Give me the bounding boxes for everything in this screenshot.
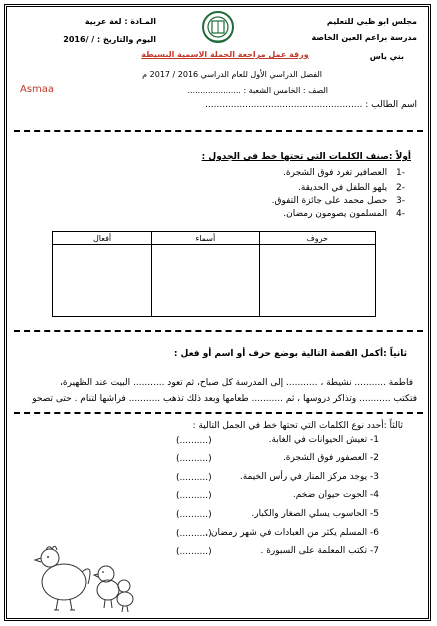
q2-line-2: فتكتب ........... وتذاكر دروسها ، ثم ........... طعامها وبعد ذلك تذهب ........... فراشها لتنام . حتى تصحو — [32, 394, 417, 404]
q1-item-num: -2 — [396, 183, 405, 193]
chicks-illustration — [24, 528, 136, 614]
q1-item-3 — [272, 196, 405, 206]
table-header-verbs: أفعال — [53, 232, 152, 245]
q1-item-2 — [298, 183, 405, 193]
q1-item-4 — [283, 209, 405, 219]
q3-item-6: 6- المسلم يكثر من العبادات في شهر رمضان . — [205, 528, 379, 538]
q3-answer-1[interactable]: (..........) — [176, 436, 212, 446]
worksheet-title: ورقة عمل مراجعة الجملة الاسمية البسيطة — [141, 50, 309, 59]
q2-title: ثانياً :أكمل القصة التالية بوضع حرف أو اسم أو فعل : — [173, 349, 407, 359]
table-cell-nouns[interactable] — [152, 245, 259, 317]
table-header-nouns: أسماء — [152, 232, 259, 245]
school-name: مدرسة براعم العين الخاصة — [311, 33, 417, 42]
section-divider-2 — [14, 330, 423, 332]
q1-item-text: المسلمون يصومون رمضان. — [283, 209, 388, 219]
q1-title: أولاً :صنف الكلمات التي تحتها خط في الجدول : — [201, 152, 411, 162]
subject-label: المـادة : لغة عربية — [84, 17, 156, 26]
table-header-letters: حروف — [259, 232, 376, 245]
q3-title: ثالثاً :أحدد نوع الكلمات التي تحتها خط في الجمل التالية : — [192, 421, 403, 431]
q1-item-text: العصافير تغرد فوق الشجرة. — [283, 168, 388, 178]
section-divider-3 — [14, 412, 423, 414]
q1-item-1 — [283, 168, 405, 178]
author-name: Asmaa — [20, 84, 55, 95]
q3-item-3: 3- يوجد مركز المنار في رأس الخيمة. — [239, 472, 379, 482]
section-divider-1 — [14, 130, 423, 132]
q1-item-text: يلهو الطفل في الحديقة. — [297, 183, 388, 193]
q3-answer-4[interactable]: (..........) — [176, 491, 212, 501]
table-cell-verbs[interactable] — [53, 245, 152, 317]
q1-item-num: -3 — [396, 196, 405, 206]
q3-answer-6[interactable]: (..........) — [176, 529, 212, 539]
q3-item-7: 7- تكتب المعلمة على السبورة . — [260, 546, 379, 556]
grade-line: الصف : الخامس الشعبة : ..................... — [187, 86, 328, 95]
city-name: بني ياس — [369, 52, 404, 61]
q3-answer-7[interactable]: (..........) — [176, 547, 212, 557]
q3-item-2: 2- العصفور فوق الشجرة. — [282, 453, 379, 463]
term-line: الفصل الدراسي الأول للعام الدراسي 2016 / 2017 م — [142, 70, 322, 79]
student-name-line: اسم الطالب : ....................................................... — [205, 100, 417, 110]
q3-answer-5[interactable]: (..........) — [176, 510, 212, 520]
q3-item-4: 4- الحوت حيوان ضخم. — [292, 490, 379, 500]
classification-table — [52, 231, 376, 317]
q1-item-text: حصل محمد على جائزة التفوق. — [271, 196, 388, 206]
q3-item-5: 5- الحاسوب يسلي الصغار والكبار. — [251, 509, 379, 519]
q3-item-1: 1- تعيش الحيوانات في الغابة. — [268, 435, 379, 445]
table-cell-letters[interactable] — [259, 245, 376, 317]
q3-answer-2[interactable]: (..........) — [176, 454, 212, 464]
school-logo — [199, 10, 237, 44]
date-label: اليوم والتاريخ : / /2016 — [63, 35, 156, 44]
q1-item-num: -1 — [396, 168, 405, 178]
council-name: مجلس ابو ظبي للتعليم — [326, 17, 417, 26]
q1-item-num: -4 — [396, 209, 405, 219]
q3-answer-3[interactable]: (..........) — [176, 473, 212, 483]
q2-line-1: فاطمة ........... نشيطة ، ........... إلى المدرسة كل صباح، ثم تعود ........... البيت عند الظهيرة، — [60, 378, 413, 388]
